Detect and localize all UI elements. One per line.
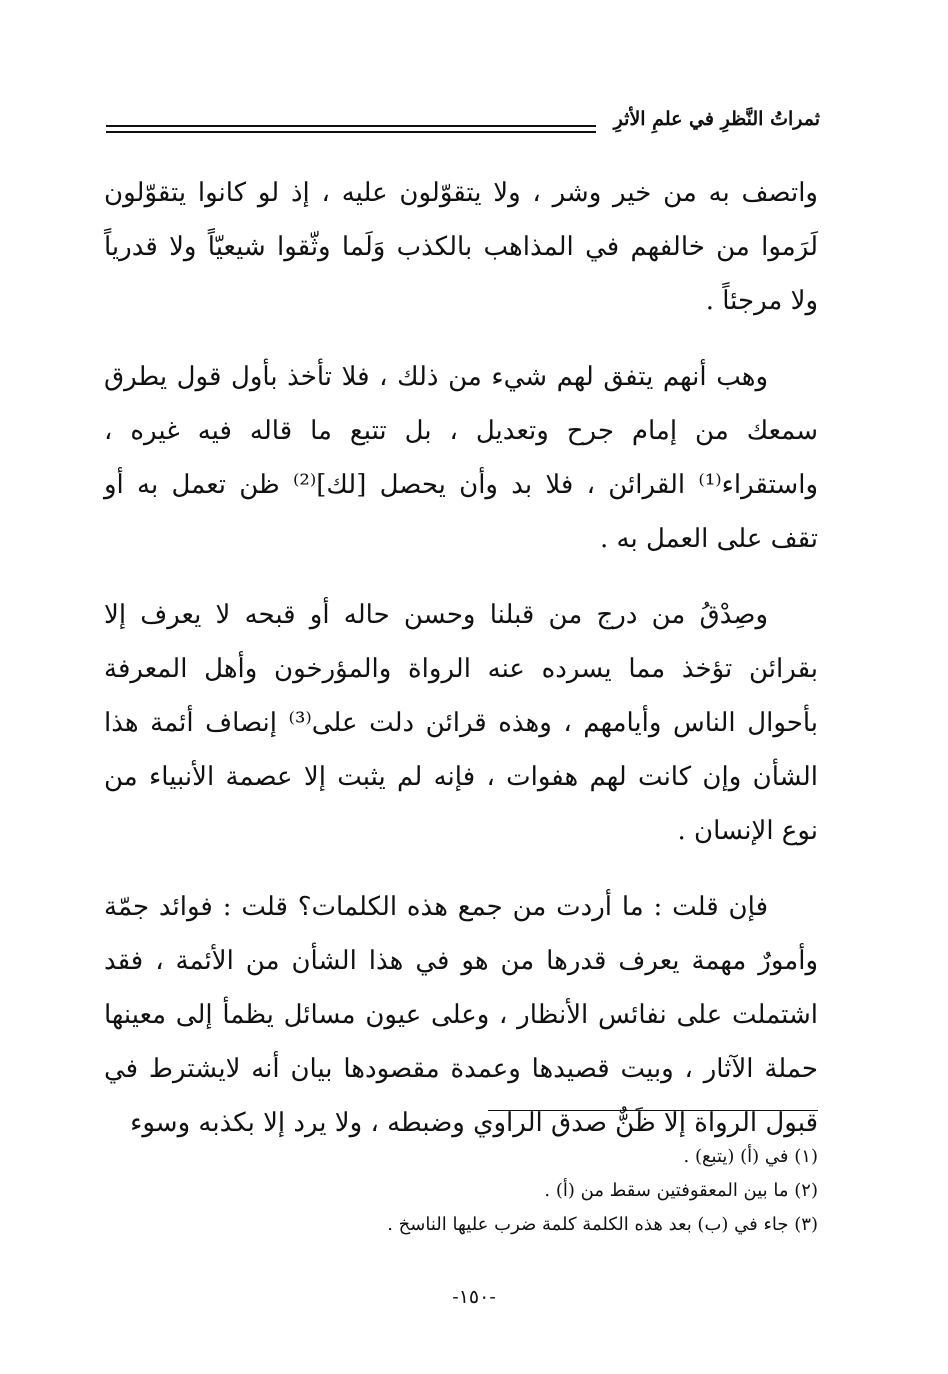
paragraph: وصِدْقُ من درج من قبلنا وحسن حاله أو قبحه لا يعرف إلا بقرائن تؤخذ مما يسرده عنه الرواة والمؤرخون وأهل المعرفة بأحوال الناس وأيامهم ، وهذه قرائن دلت على⁽³⁾ إنصاف أئمة هذا الشأن وإن كانت لهم هفوات ، فإنه لم يثبت إلا عصمة الأنبياء من نوع الإنسان . [104,600,818,846]
paragraph: فإن قلت : ما أردت من جمع هذه الكلمات؟ قلت : فوائد جمّة وأمورٌ مهمة يعرف قدرها من هو في هذا الشأن من الأئمة ، فقد اشتملت على نفائس الأنظار ، وعلى عيون مسائل يظمأ إلى معينها حملة الآثار ، وبيت قصيدها وعمدة مقصودها بيان أنه لايشترط في قبول الرواة إلا ظَنٌّ صدق الراوي وضبطه ، ولا يرد إلا بكذبه وسوء [104,892,818,1138]
paragraph: واتصف به من خير وشر ، ولا يتقوّلون عليه ، إذ لو كانوا يتقوّلون لَرَموا من خالفهم في المذاهب بالكذب وَلَما وثّقوا شيعيّاً ولا قدرياً ولا مرجئاً . [104,178,818,316]
footnotes [118,1140,818,1242]
main-text [104,166,818,1172]
footnote-3: (٣) جاء في (ب) بعد هذه الكلمة كلمة ضرب عليها الناسخ . [387,1214,818,1235]
footnote-separator [488,1110,818,1111]
paragraph: وهب أنهم يتفق لهم شيء من ذلك ، فلا تأخذ بأول قول يطرق سمعك من إمام جرح وتعديل ، بل تتبع ما قاله فيه غيره ، واستقراء⁽¹⁾ القرائن ، فلا بد وأن يحصل [لك]⁽²⁾ ظن تعمل به أو تقف على العمل به . [104,362,818,554]
header-double-rule [106,125,596,133]
footnote-1: (١) في (أ) (يتبع) . [683,1146,818,1167]
page-number: -١٥٠- [452,1286,496,1308]
footnote-2: (٢) ما بين المعقوفتين سقط من (أ) . [544,1180,818,1201]
running-title: ثمراتُ النَّظرِ في علمِ الأثرِ [613,108,820,130]
